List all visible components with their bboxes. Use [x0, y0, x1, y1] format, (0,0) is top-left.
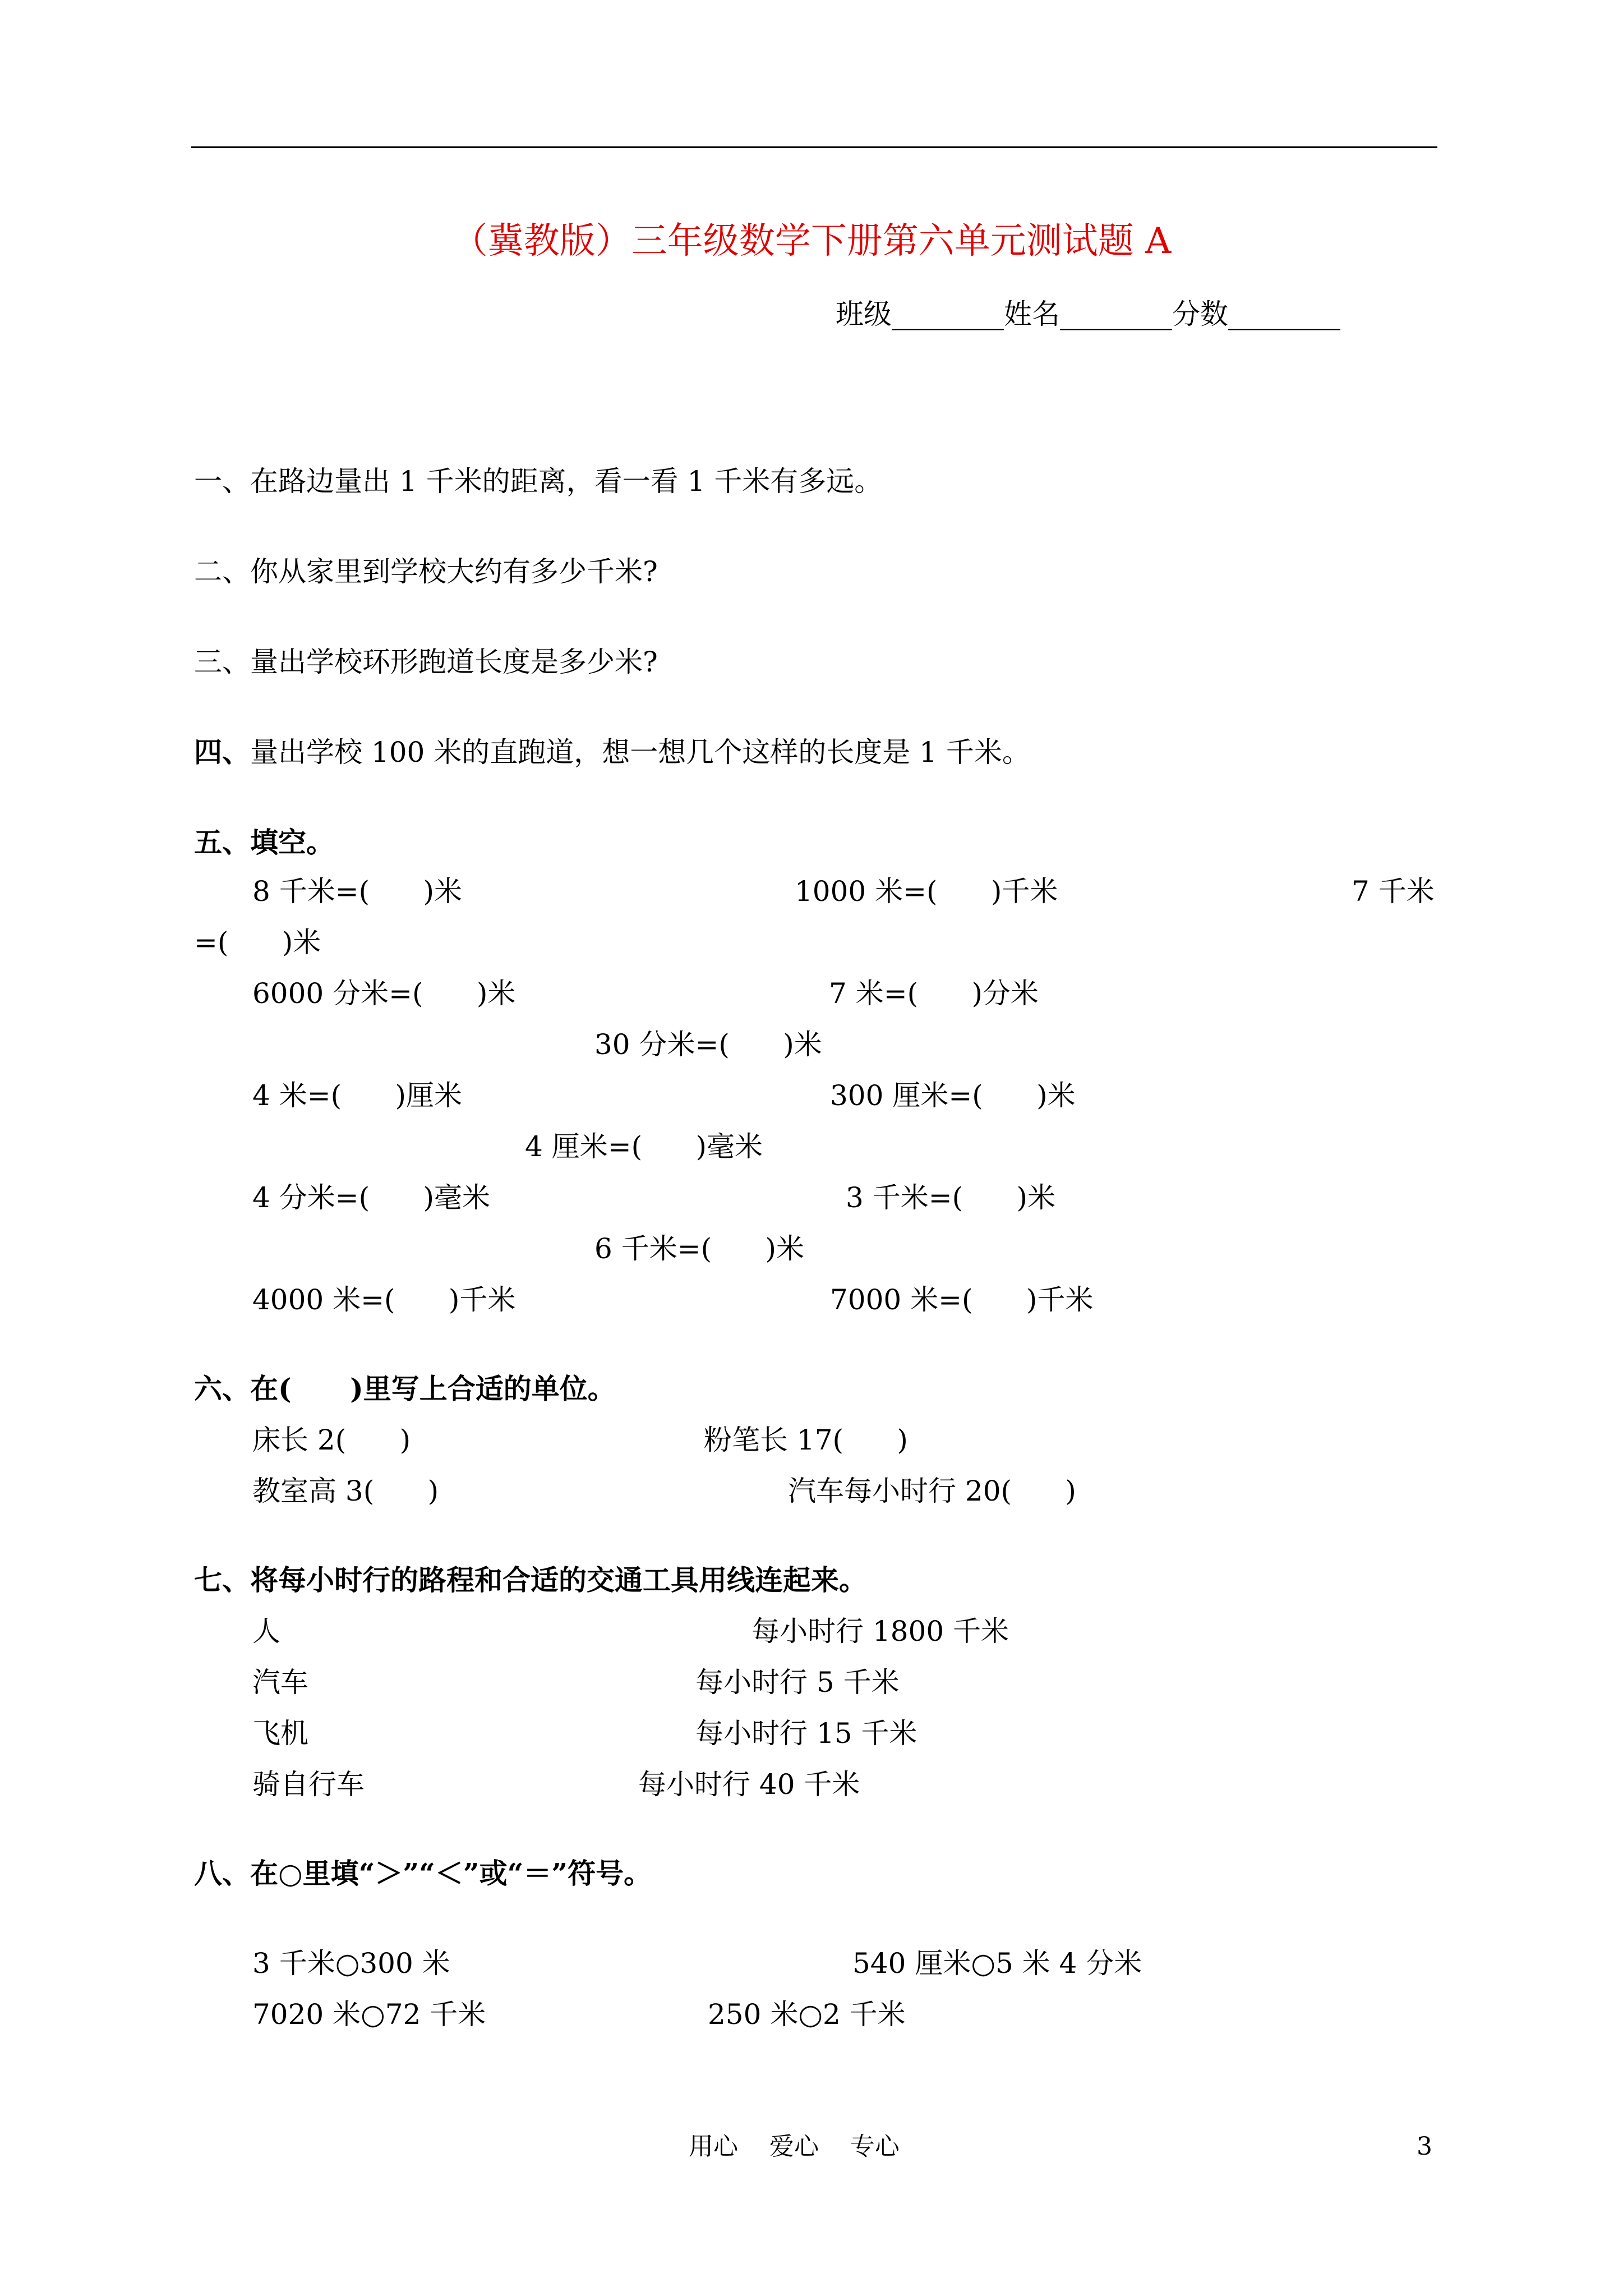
question-4 — [194, 735, 1030, 769]
speed-item: 每小时行 40 千米 — [638, 1768, 860, 1801]
header-rule — [191, 146, 1437, 148]
fill-blank-item: 300 厘米=( )米 — [830, 1079, 1076, 1112]
page-number: 3 — [1417, 2132, 1432, 2161]
compare-item: 7020 米○72 千米 — [252, 1998, 486, 2031]
fill-blank-item: =( )米 — [194, 926, 321, 959]
student-info-line: 班级________姓名________分数________ — [836, 298, 1340, 330]
fill-blank-item: 4 厘米=( )毫米 — [525, 1130, 763, 1163]
speed-item: 每小时行 15 千米 — [695, 1717, 917, 1750]
fill-blank-item: 4 分米=( )毫米 — [252, 1181, 490, 1214]
fill-blank-item: 1000 米=( )千米 — [795, 875, 1058, 908]
question-1: 一、在路边量出 1 千米的距离，看一看 1 千米有多远。 — [194, 465, 883, 498]
fill-blank-item: 6 千米=( )米 — [594, 1232, 804, 1265]
fill-blank-item: 30 分米=( )米 — [594, 1028, 822, 1061]
fill-blank-item: 6000 分米=( )米 — [252, 977, 516, 1010]
fill-blank-item: 4000 米=( )千米 — [252, 1283, 516, 1316]
fill-blank-item: 7 米=( )分米 — [829, 977, 1039, 1010]
question-8-title: 八、在○里填“＞”“＜”或“＝”符号。 — [194, 1857, 652, 1890]
question-3: 三、量出学校环形跑道长度是多少米? — [194, 646, 658, 678]
speed-item: 每小时行 1800 千米 — [751, 1615, 1009, 1648]
compare-item: 250 米○2 千米 — [708, 1998, 906, 2031]
vehicle-item: 人 — [252, 1615, 280, 1648]
question-4-number: 四、 — [194, 735, 250, 769]
vehicle-item: 汽车 — [252, 1666, 308, 1699]
question-7-title: 七、将每小时行的路程和合适的交通工具用线连起来。 — [194, 1563, 867, 1596]
compare-item: 3 千米○300 米 — [252, 1947, 450, 1980]
question-4-text: 量出学校 100 米的直跑道，想一想几个这样的长度是 1 千米。 — [250, 736, 1030, 769]
vehicle-item: 飞机 — [252, 1717, 308, 1750]
compare-item: 540 厘米○5 米 4 分米 — [852, 1947, 1142, 1980]
speed-item: 每小时行 5 千米 — [695, 1666, 900, 1699]
vehicle-item: 骑自行车 — [252, 1768, 365, 1801]
question-6-title: 六、在( )里写上合适的单位。 — [194, 1372, 616, 1405]
unit-blank-item: 床长 2( ) — [252, 1424, 411, 1456]
footer-motto: 用心 爱心 专心 — [689, 2132, 900, 2161]
question-5-title: 五、填空。 — [194, 826, 334, 859]
page-title: （冀教版）三年级数学下册第六单元测试题 A — [451, 220, 1172, 262]
fill-blank-item: 8 千米=( )米 — [252, 875, 462, 908]
fill-blank-item: 4 米=( )厘米 — [252, 1079, 462, 1112]
unit-blank-item: 汽车每小时行 20( ) — [788, 1475, 1076, 1507]
fill-blank-item: 7000 米=( )千米 — [830, 1283, 1094, 1316]
unit-blank-item: 粉笔长 17( ) — [704, 1424, 908, 1456]
unit-blank-item: 教室高 3( ) — [252, 1475, 439, 1507]
question-2: 二、你从家里到学校大约有多少千米? — [194, 555, 658, 588]
fill-blank-item: 7 千米 — [1352, 875, 1435, 908]
fill-blank-item: 3 千米=( )米 — [846, 1181, 1055, 1214]
